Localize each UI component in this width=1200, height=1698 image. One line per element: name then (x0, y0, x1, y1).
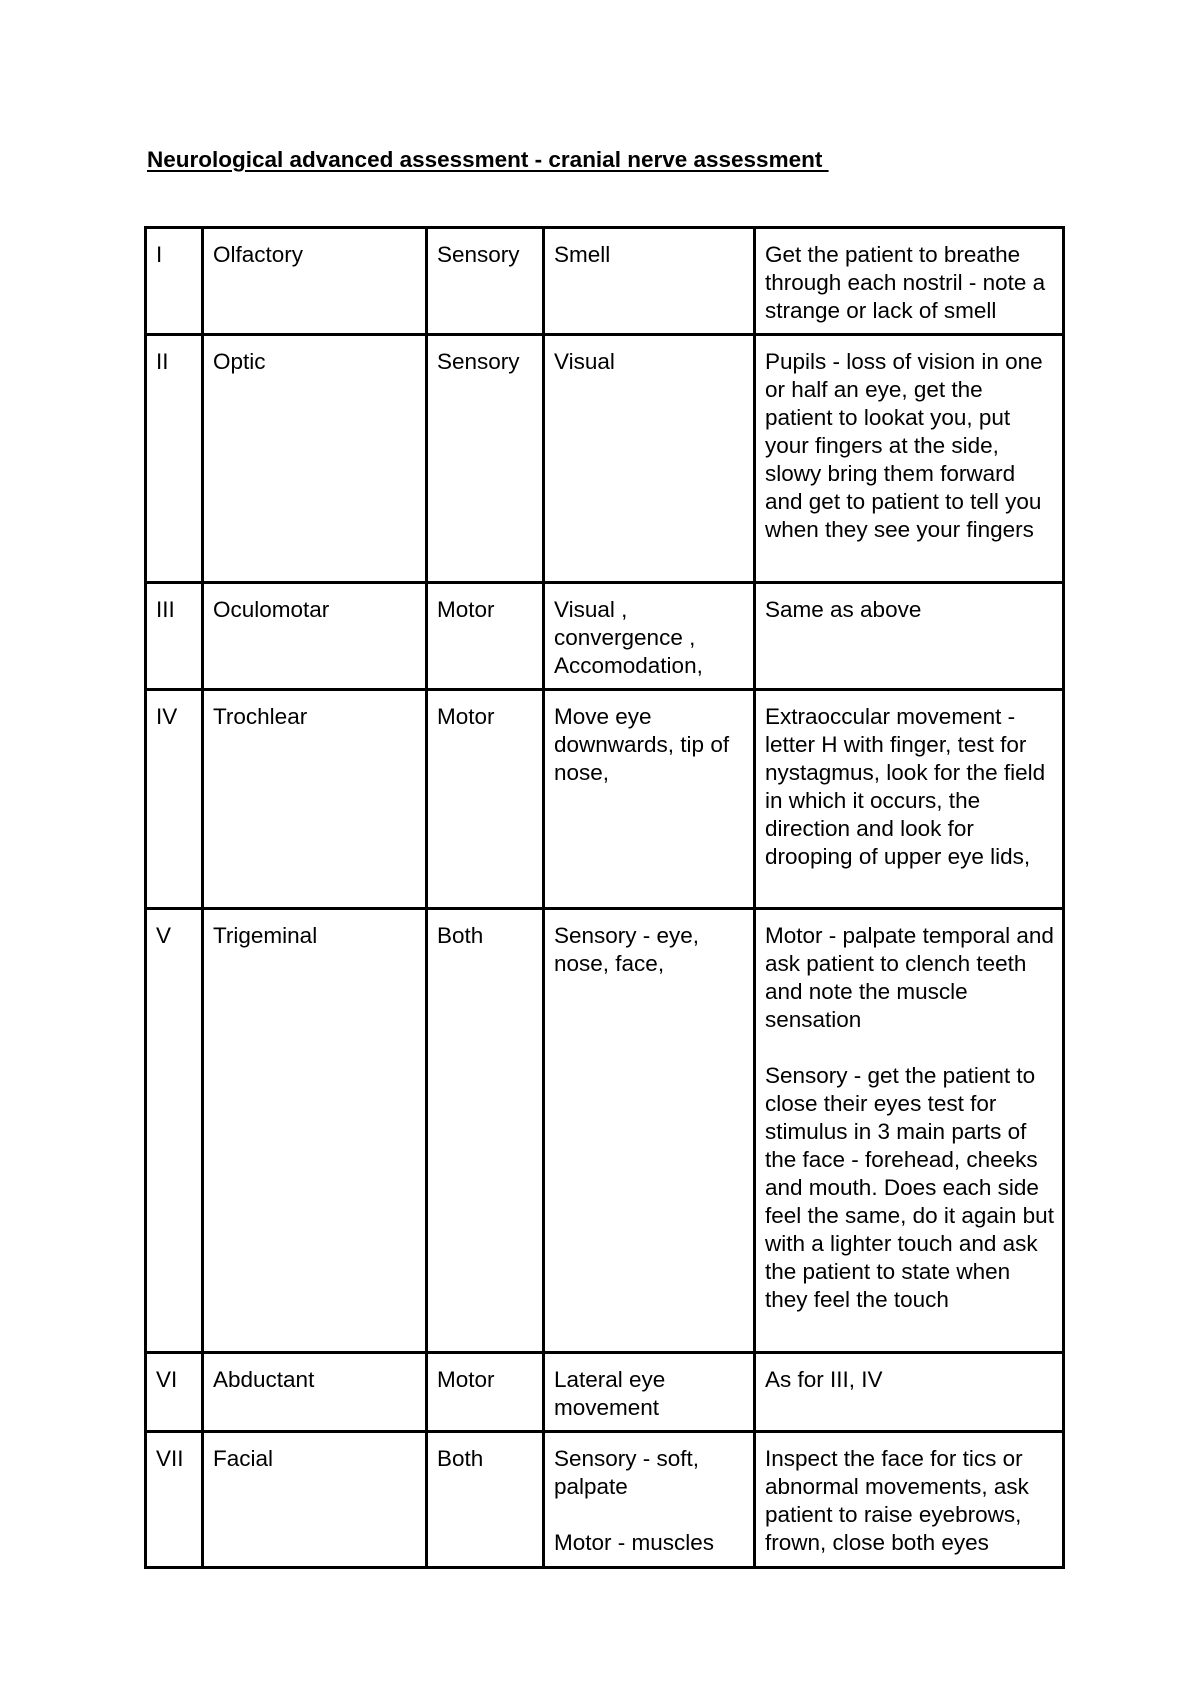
cell-text: Motor (437, 1367, 495, 1392)
cell-text: Oculomotar (213, 597, 330, 622)
nerve-function (544, 690, 755, 909)
nerve-number (146, 909, 203, 1353)
nerve-number (146, 583, 203, 690)
nerve-type (427, 690, 544, 909)
cell-text: Extraoccular movement - letter H with finger, test for nystagmus, look for the field in which it occurs, the direction and look for drooping of upper eye lids, (765, 704, 1046, 869)
cell-text: Sensory (437, 242, 520, 267)
nerve-number (146, 1432, 203, 1568)
cell-text: As for III, IV (765, 1367, 883, 1392)
nerve-number (146, 690, 203, 909)
table-row (146, 909, 1064, 1353)
cell-text: Sensory - soft, palpate Motor - muscles (554, 1446, 715, 1555)
nerve-type (427, 1432, 544, 1568)
page-title: Neurological advanced assessment - cranial nerve assessment (147, 147, 829, 172)
nerve-assessment (755, 335, 1064, 583)
cell-text: Pupils - loss of vision in one or half an eye, get the patient to lookat you, put your fingers at the side, slowy bring them forward and get to patient to tell you when they see your fingers (765, 349, 1043, 542)
nerve-assessment (755, 228, 1064, 335)
nerve-name (203, 583, 427, 690)
nerve-number (146, 228, 203, 335)
cell-text: VI (156, 1367, 178, 1392)
cell-text: Motor - palpate temporal and ask patient to clench teeth and note the muscle sensation Sensory - get the patient to close their eyes test for stimulus in 3 main parts of the face - forehead, cheeks and mouth. Does each side feel the same, do it again but with a lighter touch and ask the patient to state when they feel the touch (765, 923, 1054, 1312)
nerve-assessment (755, 690, 1064, 909)
table-row (146, 228, 1064, 335)
table-row (146, 1353, 1064, 1432)
table-row (146, 690, 1064, 909)
nerve-name (203, 1353, 427, 1432)
cell-text: Get the patient to breathe through each nostril - note a strange or lack of smell (765, 242, 1046, 323)
cell-text: Motor (437, 597, 495, 622)
nerve-assessment (755, 909, 1064, 1353)
cell-text: Both (437, 1446, 484, 1471)
cranial-nerve-table (144, 226, 1065, 1569)
cell-text: IV (156, 704, 178, 729)
nerve-function (544, 335, 755, 583)
nerve-name (203, 690, 427, 909)
table-row (146, 335, 1064, 583)
nerve-type (427, 335, 544, 583)
nerve-name (203, 909, 427, 1353)
nerve-name (203, 1432, 427, 1568)
cell-text: Lateral eye movement (554, 1367, 666, 1420)
cell-text: Motor (437, 704, 495, 729)
nerve-function (544, 1353, 755, 1432)
nerve-type (427, 228, 544, 335)
cell-text: Visual (554, 349, 615, 374)
cell-text: Abductant (213, 1367, 315, 1392)
nerve-function (544, 1432, 755, 1568)
cell-text: Inspect the face for tics or abnormal movements, ask patient to raise eyebrows, frown, close both eyes (765, 1446, 1029, 1555)
cell-text: V (156, 923, 172, 948)
nerve-number (146, 335, 203, 583)
nerve-name (203, 228, 427, 335)
cell-text: I (156, 242, 163, 267)
nerve-assessment (755, 1353, 1064, 1432)
cell-text: Optic (213, 349, 266, 374)
table-row (146, 1432, 1064, 1568)
cell-text: Move eye downwards, tip of nose, (554, 704, 730, 785)
cell-text: Visual , convergence , Accomodation, (554, 597, 703, 678)
nerve-type (427, 909, 544, 1353)
nerve-number (146, 1353, 203, 1432)
nerve-type (427, 1353, 544, 1432)
nerve-assessment (755, 1432, 1064, 1568)
nerve-name (203, 335, 427, 583)
table-row (146, 583, 1064, 690)
cell-text: Same as above (765, 597, 922, 622)
cell-text: Sensory - eye, nose, face, (554, 923, 700, 976)
cell-text: Smell (554, 242, 611, 267)
cell-text: III (156, 597, 175, 622)
cell-text: Trigeminal (213, 923, 318, 948)
cell-text: Sensory (437, 349, 520, 374)
cell-text: Both (437, 923, 484, 948)
nerve-function (544, 583, 755, 690)
nerve-function (544, 909, 755, 1353)
cell-text: Facial (213, 1446, 274, 1471)
nerve-function (544, 228, 755, 335)
cell-text: Trochlear (213, 704, 308, 729)
cell-text: Olfactory (213, 242, 304, 267)
nerve-type (427, 583, 544, 690)
cell-text: II (156, 349, 169, 374)
cell-text: VII (156, 1446, 184, 1471)
nerve-assessment (755, 583, 1064, 690)
